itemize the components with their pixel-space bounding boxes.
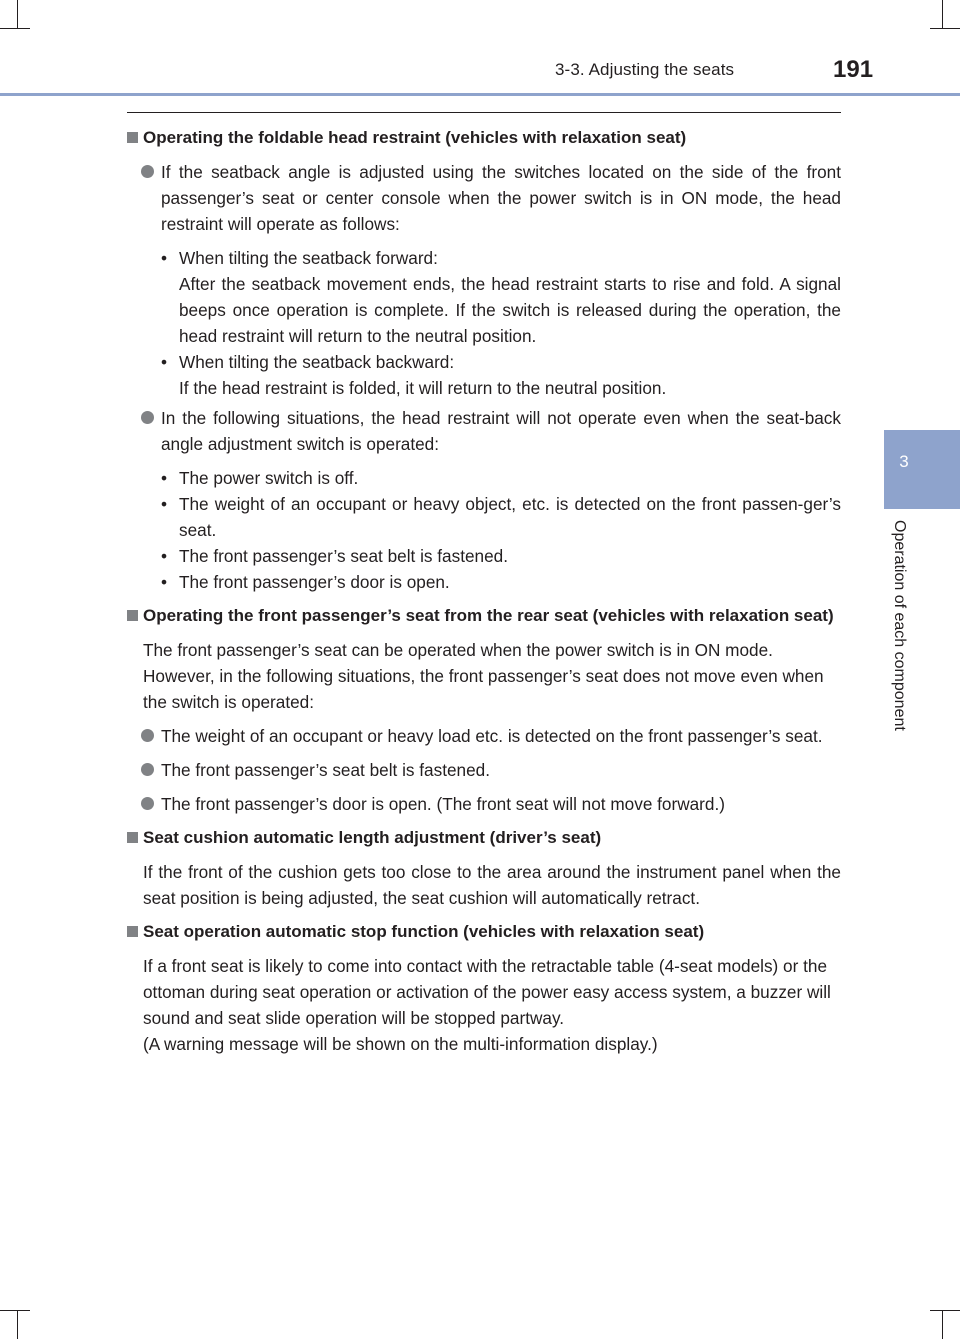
- round-bullet-icon: [141, 165, 154, 178]
- page-number: 191: [833, 56, 874, 83]
- sub-bullet-item: • The weight of an occupant or heavy object, etc. is detected on the front passen-ger’s seat.: [127, 491, 841, 543]
- small-bullet-icon: •: [161, 572, 168, 592]
- sub-bullet-item: • When tilting the seatback forward:: [127, 245, 841, 271]
- crop-mark: [930, 28, 960, 29]
- crop-mark: [930, 1310, 960, 1311]
- section-heading: Operating the foldable head restraint (vehicles with relaxation seat): [127, 125, 841, 151]
- square-bullet-icon: [127, 832, 138, 843]
- crop-mark: [17, 1310, 18, 1339]
- paragraph: The front passenger’s seat can be operated when the power switch is in ON mode. However, in the following situations, the front passenger’s seat does not move even when the switch is operated:: [143, 640, 824, 712]
- section-heading: Seat cushion automatic length adjustment (driver’s seat): [127, 825, 841, 851]
- paragraph: If a front seat is likely to come into contact with the retractable table (4-seat models) or the ottoman during seat operation or activation of the power easy access system, a buzzer will sound and seat slide operation will be stopped partway.: [143, 956, 831, 1028]
- section-heading: Operating the front passenger’s seat from the rear seat (vehicles with relaxation seat): [127, 603, 841, 629]
- chapter-number: 3: [899, 452, 909, 471]
- small-bullet-icon: •: [161, 468, 168, 488]
- crop-mark: [942, 0, 943, 28]
- square-bullet-icon: [127, 132, 138, 143]
- header-rule: [0, 93, 960, 96]
- crop-mark: [0, 28, 30, 29]
- round-bullet-icon: [141, 797, 154, 810]
- spacer: [127, 715, 841, 723]
- crop-mark: [0, 1310, 30, 1311]
- spacer: [127, 911, 841, 919]
- crop-mark: [17, 0, 18, 28]
- bullet-item: The weight of an occupant or heavy load etc. is detected on the front passenger’s seat.: [127, 723, 841, 749]
- section-heading: Seat operation automatic stop function (vehicles with relaxation seat): [127, 919, 841, 945]
- paragraph: If the front of the cushion gets too close to the area around the instrument panel when the seat position is being adjusted, the seat cushion will automatically retract.: [143, 862, 841, 908]
- small-bullet-icon: •: [161, 248, 168, 268]
- sub-bullet-detail: After the seatback movement ends, the head restraint starts to rise and fold. A signal beeps once operation is complete. If the switch is released during the operation, the head restraint will return to the neutral position.: [179, 274, 841, 346]
- bullet-item: The front passenger’s seat belt is fastened.: [127, 757, 841, 783]
- main-content: [127, 125, 841, 1057]
- sub-bullet-item: • The front passenger’s seat belt is fastened.: [127, 543, 841, 569]
- small-bullet-icon: •: [161, 494, 168, 514]
- content-rule: [127, 112, 841, 113]
- square-bullet-icon: [127, 610, 138, 621]
- sub-bullet-item: • The front passenger’s door is open.: [127, 569, 841, 595]
- small-bullet-icon: •: [161, 352, 168, 372]
- crop-mark: [942, 1310, 943, 1339]
- square-bullet-icon: [127, 926, 138, 937]
- sub-bullet-item: • The power switch is off.: [127, 465, 841, 491]
- chapter-title: Operation of each component: [891, 520, 908, 731]
- bullet-item: If the seatback angle is adjusted using the switches located on the side of the front passenger’s seat or center console when the power switch is in ON mode, the head restraint will operate as follows:: [127, 159, 841, 237]
- sub-bullet-item: • When tilting the seatback backward:: [127, 349, 841, 375]
- bullet-item: In the following situations, the head restraint will not operate even when the seat-back angle adjustment switch is operated:: [127, 405, 841, 457]
- bullet-item: The front passenger’s door is open. (The front seat will not move forward.): [127, 791, 841, 817]
- round-bullet-icon: [141, 411, 154, 424]
- spacer: [127, 595, 841, 603]
- sub-bullet-detail: If the head restraint is folded, it will return to the neutral position.: [179, 378, 667, 398]
- round-bullet-icon: [141, 763, 154, 776]
- paragraph: (A warning message will be shown on the multi-information display.): [143, 1034, 658, 1054]
- section-title: 3-3. Adjusting the seats: [555, 60, 735, 79]
- round-bullet-icon: [141, 729, 154, 742]
- small-bullet-icon: •: [161, 546, 168, 566]
